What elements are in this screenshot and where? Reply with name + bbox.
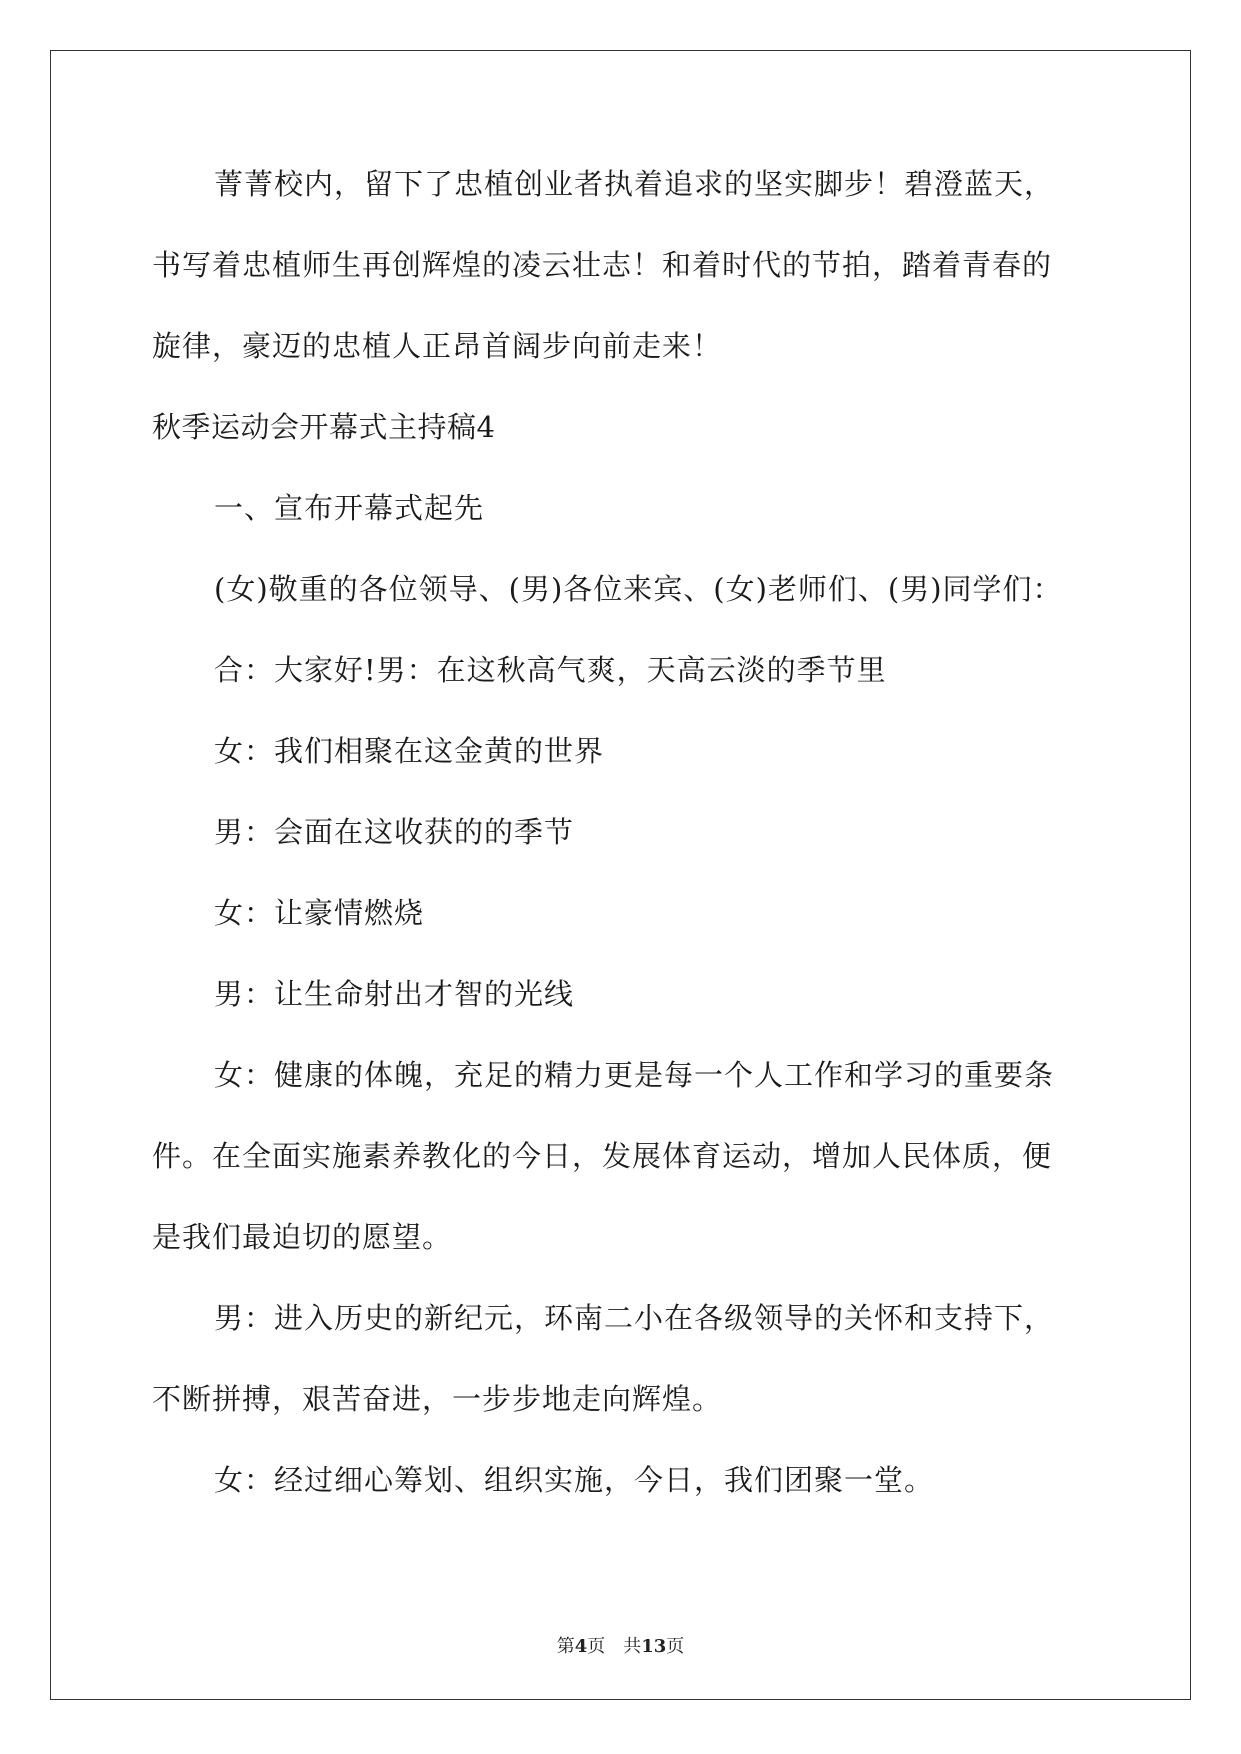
- paragraph-line: 书写着忠植师生再创辉煌的凌云壮志！和着时代的节拍，踏着青春的: [152, 248, 1053, 282]
- page-number: 4: [574, 1636, 588, 1657]
- paragraph-line: 件。在全面实施素养教化的今日，发展体育运动，增加人民体质，便: [152, 1139, 1053, 1173]
- paragraph-line: 男：让生命射出才智的光线: [214, 977, 575, 1011]
- page-footer: [0, 1632, 1241, 1658]
- total-label-prefix: 共: [623, 1636, 642, 1657]
- paragraph-line: 女：让豪情燃烧: [214, 896, 425, 930]
- paragraph-line: 女：我们相聚在这金黄的世界: [214, 734, 605, 768]
- paragraph-line: 合：大家好!男：在这秋高气爽，天高云淡的季节里: [214, 653, 887, 687]
- total-label-suffix: 页: [666, 1636, 685, 1657]
- paragraph-line: 是我们最迫切的愿望。: [152, 1220, 453, 1254]
- paragraph-line: 旋律，豪迈的忠植人正昂首阔步向前走来！: [152, 329, 723, 363]
- paragraph-line: 不断拼搏，艰苦奋进，一步步地走向辉煌。: [152, 1382, 723, 1416]
- paragraph-line: 女：健康的体魄，充足的精力更是每一个人工作和学习的重要条: [214, 1058, 1055, 1092]
- paragraph-line: (女)敬重的各位领导、(男)各位来宾、(女)老师们、(男)同学们：: [214, 572, 1063, 606]
- page-label-prefix: 第: [556, 1636, 575, 1657]
- paragraph-line: 女：经过细心筹划、组织实施，今日，我们团聚一堂。: [214, 1463, 935, 1497]
- section-heading: 秋季运动会开幕式主持稿4: [152, 410, 496, 444]
- paragraph-line: 一、宣布开幕式起先: [214, 491, 485, 525]
- total-pages: 13: [641, 1636, 667, 1657]
- paragraph-line: 菁菁校内，留下了忠植创业者执着追求的坚实脚步！碧澄蓝天，: [214, 167, 1055, 201]
- document-body: [152, 166, 1092, 1543]
- page-label-suffix: 页: [587, 1636, 606, 1657]
- paragraph-line: 男：会面在这收获的的季节: [214, 815, 575, 849]
- paragraph-line: 男：进入历史的新纪元，环南二小在各级领导的关怀和支持下，: [214, 1301, 1055, 1335]
